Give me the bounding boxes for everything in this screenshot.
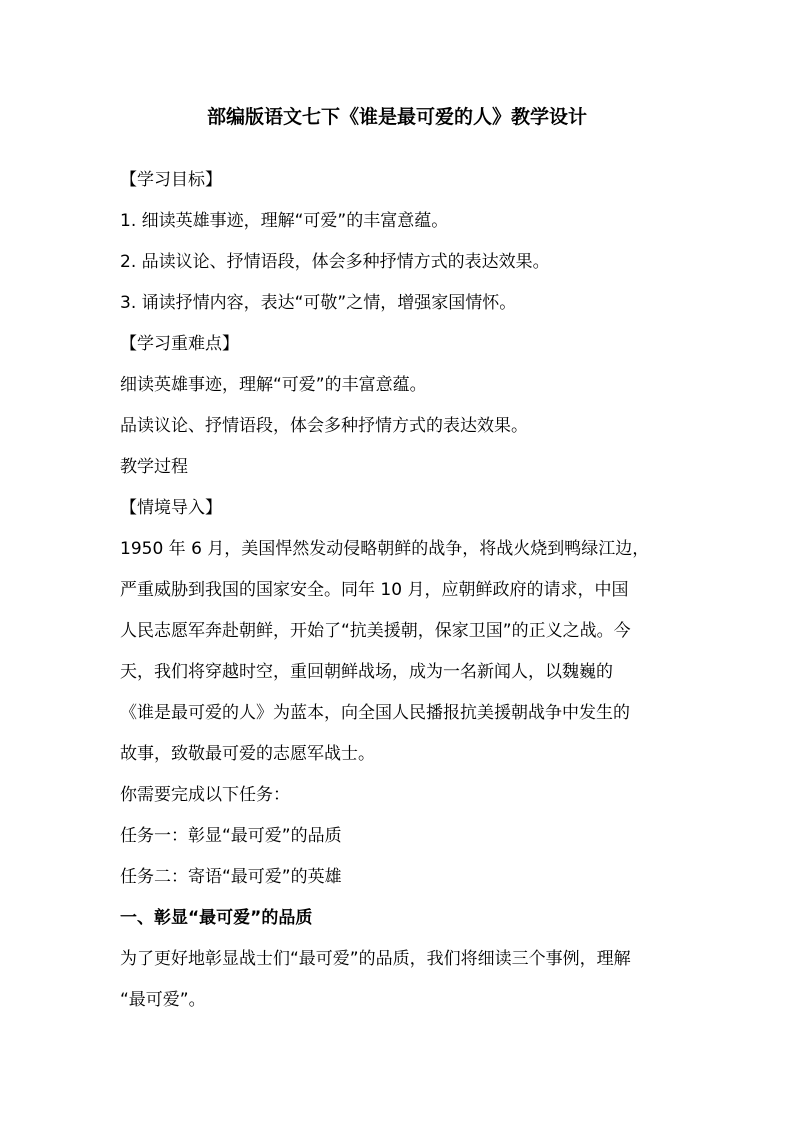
intro-line-4: 天，我们将穿越时空，重回朝鲜战场，成为一名新闻人，以魏巍的 — [120, 662, 613, 682]
section1-line-1: 为了更好地彰显战士们“最可爱”的品质，我们将细读三个事例，理解 — [120, 949, 631, 969]
intro-line-5: 《谁是最可爱的人》为蓝本，向全国人民播报抗美援朝战争中发生的 — [120, 703, 630, 723]
objectives-heading: 【学习目标】 — [120, 170, 222, 190]
objective-item-2: 2. 品读议论、抒情语段，体会多种抒情方式的表达效果。 — [120, 252, 550, 272]
process-label: 教学过程 — [120, 457, 188, 477]
objective-item-3: 3. 诵读抒情内容，表达“可敬”之情，增强家国情怀。 — [120, 293, 517, 313]
section1-heading: 一、彰显“最可爱”的品质 — [120, 908, 313, 928]
intro-line-2: 严重威胁到我国的国家安全。同年 10 月，应朝鲜政府的请求，中国 — [120, 580, 629, 600]
key-points-heading: 【学习重难点】 — [120, 334, 239, 354]
objective-item-1: 1. 细读英雄事迹，理解“可爱”的丰富意蕴。 — [120, 211, 449, 231]
intro-heading: 【情境导入】 — [120, 498, 222, 518]
intro-line-1: 1950 年 6 月，美国悍然发动侵略朝鲜的战争，将战火烧到鸭绿江边， — [120, 539, 650, 559]
section1-line-2: “最可爱”。 — [120, 990, 206, 1010]
task-item-2: 任务二：寄语“最可爱”的英雄 — [120, 867, 342, 887]
key-point-item-1: 细读英雄事迹，理解“可爱”的丰富意蕴。 — [120, 375, 427, 395]
task-item-1: 任务一：彰显“最可爱”的品质 — [120, 826, 342, 846]
key-point-item-2: 品读议论、抒情语段，体会多种抒情方式的表达效果。 — [120, 416, 528, 436]
intro-line-6: 故事，致敬最可爱的志愿军战士。 — [120, 744, 375, 764]
intro-line-3: 人民志愿军奔赴朝鲜，开始了“抗美援朝，保家卫国”的正义之战。今 — [120, 621, 631, 641]
tasks-intro: 你需要完成以下任务： — [120, 785, 290, 805]
document-title: 部编版语文七下《谁是最可爱的人》教学设计 — [206, 106, 587, 128]
